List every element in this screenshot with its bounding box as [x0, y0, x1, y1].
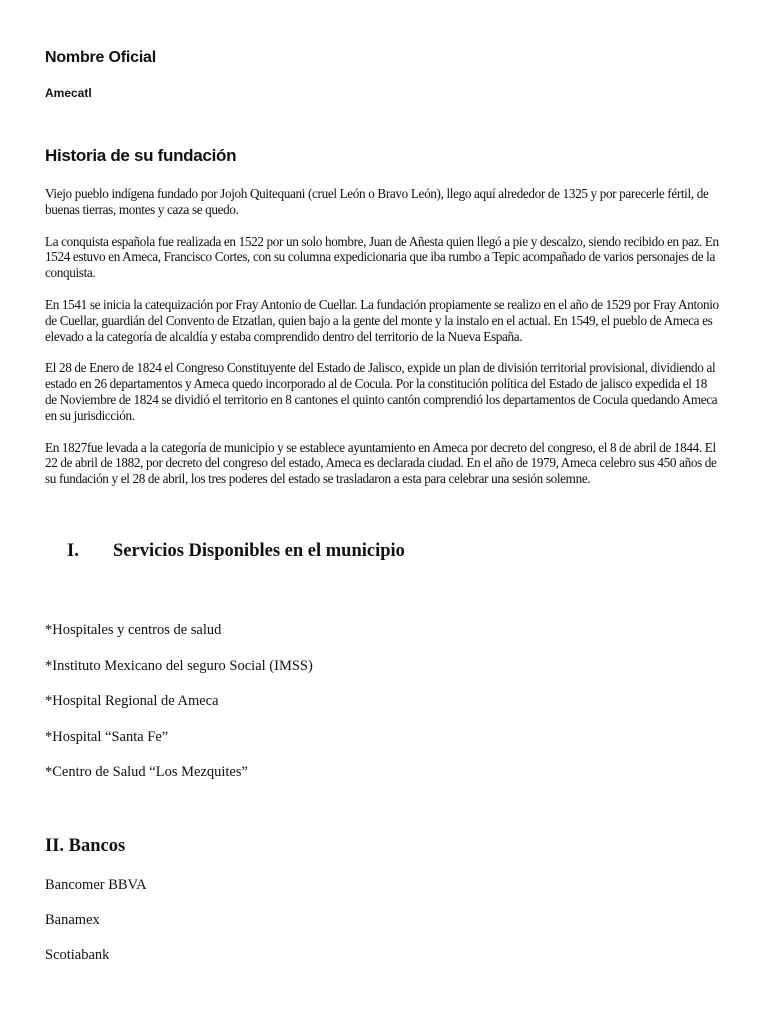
- list-item: *Hospital Regional de Ameca: [45, 693, 219, 710]
- history-heading: Historia de su fundación: [45, 146, 237, 165]
- services-heading: [67, 541, 405, 562]
- history-paragraph: El 28 de Enero de 1824 el Congreso Constituyente del Estado de Jalisco, expide un plan de división territorial provisional, dividiendo al estado en 26 departamentos y Ameca quedo incorporado al de Cocula. Por la constitución política del Estado de jalisco expedida el 18 de Noviembre de 1824 se dividió el territorio en 8 cantones el quinto cantón comprendió los departamentos de Cocula quedando Ameca en su jurisdicción.: [45, 360, 718, 423]
- banks-heading: II. Bancos: [45, 836, 126, 856]
- history-paragraph: En 1827fue levada a la categoría de municipio y se establece ayuntamiento en Ameca por decreto del congreso, el 8 de abril de 1844. El 22 de abril de 1882, por decreto del congreso del estado, Ameca es declarada ciudad. En el año de 1979, Ameca celebro sus 450 años de su fundación y el 28 de abril, los tres poderes del estado se trasladaron a esta para celebrar una sesión solemne.: [45, 439, 717, 487]
- list-item: Banamex: [45, 912, 100, 928]
- history-paragraph: La conquista española fue realizada en 1522 por un solo hombre, Juan de Añesta quien llegó a pie y descalzo, siendo recibido en paz. En 1524 estuvo en Ameca, Francisco Cortes, con su columna expedicionaria que iba rumbo a Tepic acompañado de varios personajes de la conquista.: [45, 233, 719, 281]
- services-heading-number: I.: [67, 541, 79, 561]
- list-item: *Hospital “Santa Fe”: [45, 728, 169, 745]
- history-body: [45, 186, 721, 503]
- history-paragraph: En 1541 se inicia la catequización por Fray Antonio de Cuellar. La fundación propiamente se realizo en el año de 1529 por Fray Antonio de Cuellar, guardián del Convento de Etzatlan, quien bajo a la gente del monte y la instalo en el actual. En 1549, el pueblo de Ameca es elevado a la categoría de alcaldía y estaba comprendido dentro del territorio de la Nueva España.: [45, 296, 719, 344]
- list-item: Scotiabank: [45, 947, 110, 963]
- list-item: *Hospitales y centros de salud: [45, 622, 222, 638]
- list-item: *Instituto Mexicano del seguro Social (IMSS): [45, 657, 313, 674]
- document-page: [45, 0, 721, 1024]
- official-name-value: Amecatl: [45, 86, 92, 100]
- list-item: *Centro de Salud “Los Mezquites”: [45, 764, 248, 781]
- official-name-heading: Nombre Oficial: [45, 49, 157, 66]
- banks-list: [45, 876, 147, 981]
- services-heading-text: Servicios Disponibles en el municipio: [113, 541, 405, 561]
- services-list: [45, 621, 313, 799]
- list-item: Bancomer BBVA: [45, 877, 147, 893]
- history-paragraph: Viejo pueblo indígena fundado por Jojoh Quitequani (cruel León o Bravo León), llego aquí alrededor de 1325 y por parecerle fértil, de buenas tierras, montes y caza se quedo.: [45, 186, 709, 217]
